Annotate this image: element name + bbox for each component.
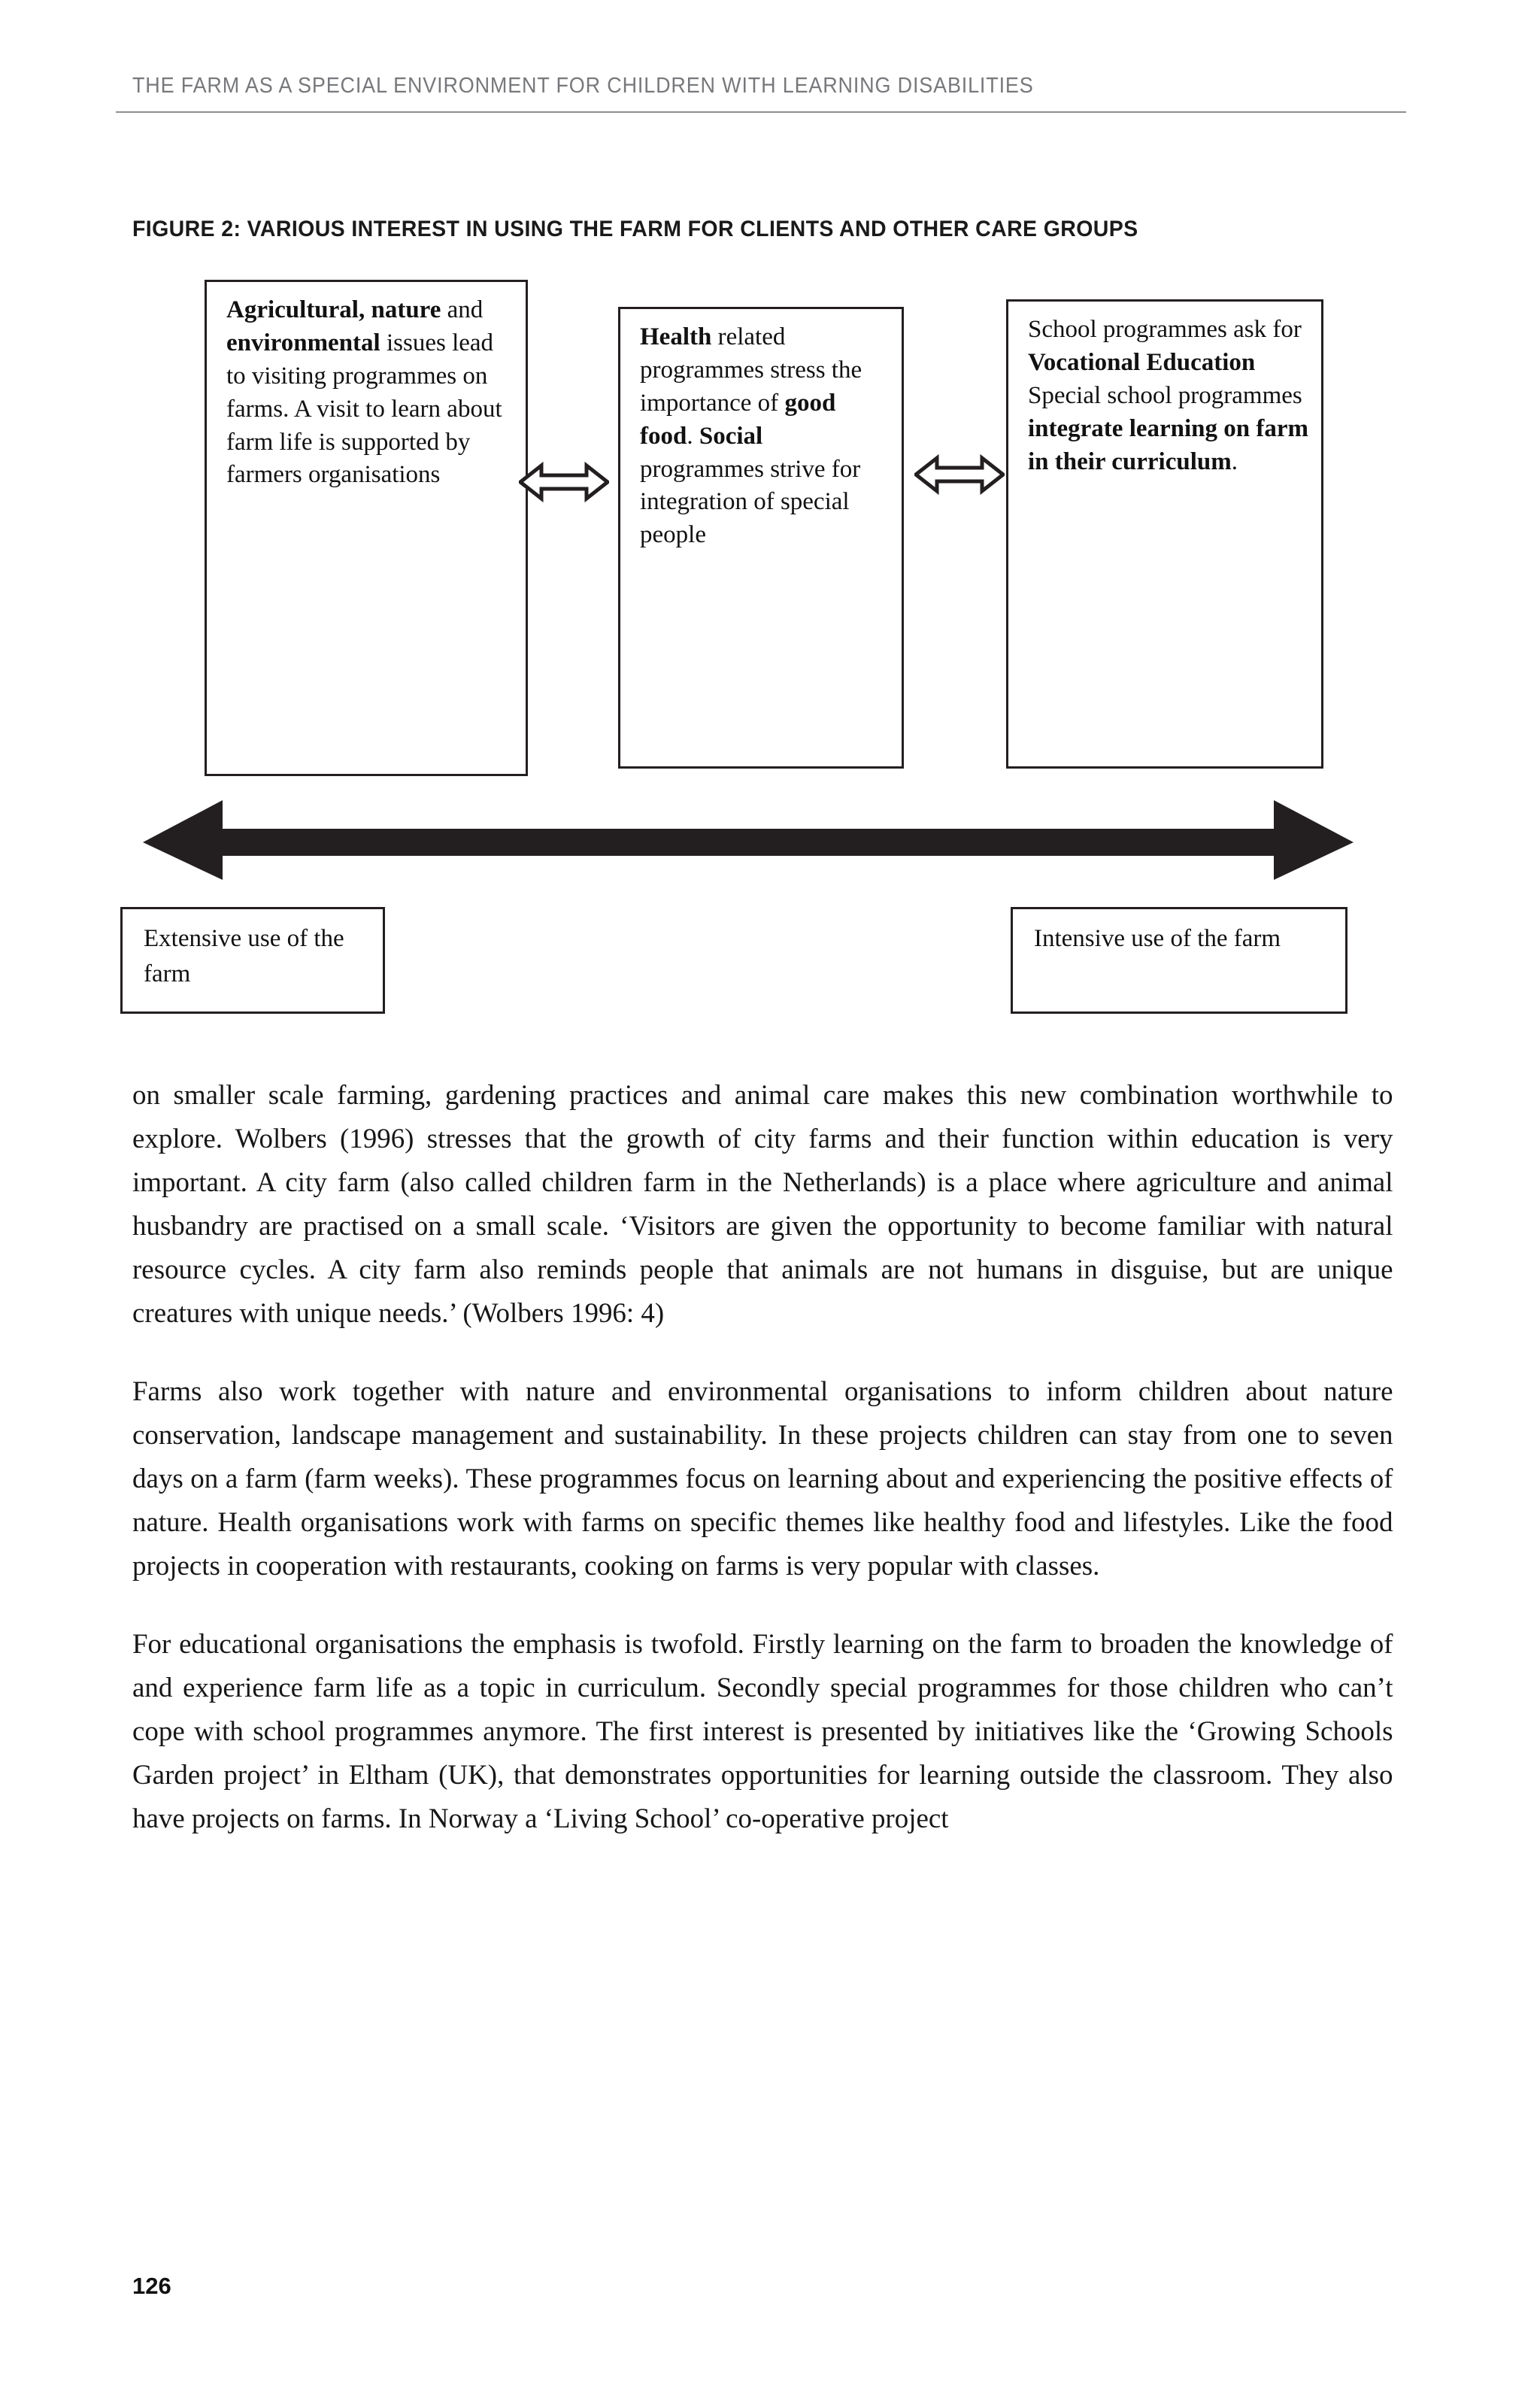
figure-box-health-text: Health related programmes stress the importance of good food. Social programmes strive for integration of special people xyxy=(640,323,862,549)
body-paragraph: For educational organisations the emphasis is twofold. Firstly learning on the farm to broaden the knowledge of and experience farm life as a topic in curriculum. Secondly special programmes for those children who can’t cope with school programmes anymore. The first interest is presented by initiatives like the ‘Growing Schools Garden project’ in Eltham (UK), that demonstrates opportunities for learning outside the classroom. They also have projects on farms. In Norway a ‘Living School’ co-operative project xyxy=(132,1629,1393,1834)
figure-label-intensive-use-text: Intensive use of the farm xyxy=(1034,925,1281,952)
body-copy xyxy=(132,1074,1412,1841)
figure-caption: FIGURE 2: VARIOUS INTEREST IN USING THE FARM FOR CLIENTS AND OTHER CARE GROUPS xyxy=(132,217,1138,241)
figure-box-school-text: School programmes ask for Vocational Education Special school programmes integrate learning on farm in their curriculum. xyxy=(1028,316,1309,475)
figure-2-diagram xyxy=(0,0,1540,1053)
body-paragraph: on smaller scale farming, gardening practices and animal care makes this new combination worthwhile to explore. Wolbers (1996) stresses that the growth of city farms and their function within education is very important. A city farm (also called children farm in the Netherlands) is a place where agriculture and animal husbandry are practised on a small scale. ‘Visitors are given the opportunity to become familiar with natural resource cycles. A city farm also reminds people that animals are not humans in disguise, but are unique creatures with unique needs.’ (Wolbers 1996: 4) xyxy=(132,1080,1393,1329)
figure-label-extensive-use-text: Extensive use of the farm xyxy=(144,925,344,987)
figure-label-intensive-use xyxy=(1011,907,1348,1014)
figure-box-agriculture xyxy=(205,280,528,776)
body-paragraph: Farms also work together with nature and environmental organisations to inform children about nature conservation, landscape management and sustainability. In these projects children can stay from one to seven days on a farm (farm weeks). These programmes focus on learning about and experiencing the positive effects of nature. Health organisations work with farms on specific themes like healthy food and lifestyles. Like the food projects in cooperation with restaurants, cooking on farms is very popular with classes. xyxy=(132,1376,1393,1582)
double-headed-arrow-icon xyxy=(519,459,609,505)
figure-box-agriculture-text: Agricultural, nature and environmental issues lead to visiting programmes on farms. A visit to learn about farm life is supported by farmers organisations xyxy=(226,296,502,489)
figure-label-extensive-use xyxy=(120,907,385,1014)
figure-box-health xyxy=(618,307,904,769)
spectrum-double-headed-arrow-icon xyxy=(143,796,1354,880)
figure-box-school xyxy=(1006,299,1323,769)
page-number: 126 xyxy=(132,2273,171,2299)
double-headed-arrow-icon xyxy=(914,451,1005,498)
running-header-title: THE FARM AS A SPECIAL ENVIRONMENT FOR CHILDREN WITH LEARNING DISABILITIES xyxy=(132,74,1034,98)
